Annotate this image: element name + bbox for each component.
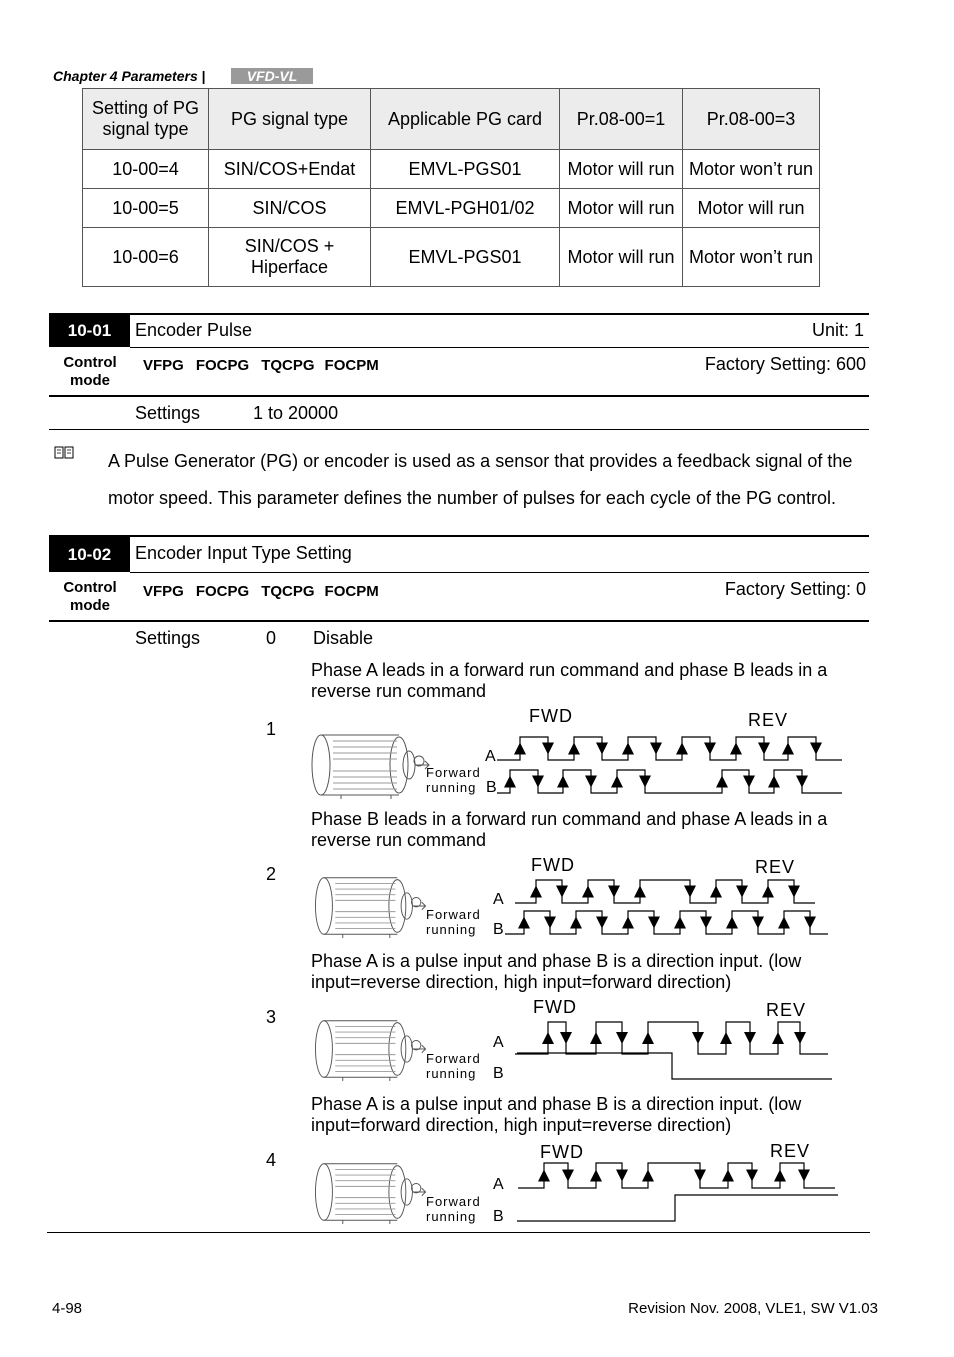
motor-icon (311, 731, 431, 799)
option-number: 4 (266, 1150, 277, 1170)
phase-b-label: B (493, 1208, 504, 1225)
table-cell: Motor won’t run (683, 228, 820, 287)
control-mode-list: VFPG FOCPG TQCPG FOCPM (143, 357, 379, 374)
phase-a-label: A (493, 1176, 504, 1193)
table-header: Pr.08-00=1 (560, 89, 683, 150)
table-cell: EMVL-PGS01 (371, 150, 560, 189)
option-number: 2 (266, 864, 277, 884)
rev-label: REV (755, 857, 796, 877)
page-number: 4-98 (52, 1300, 83, 1317)
phase-b-label: B (493, 921, 504, 938)
divider (49, 620, 869, 622)
table-cell: Motor will run (683, 189, 820, 228)
fwd-label: FWD (529, 706, 573, 726)
option-number: 1 (266, 719, 277, 739)
table-header: Applicable PG card (371, 89, 560, 150)
option-number: 3 (266, 1007, 277, 1027)
rev-label: REV (770, 1141, 811, 1161)
phase-a-label: A (493, 891, 504, 908)
table-cell: Motor will run (560, 150, 683, 189)
phase-a-label: A (485, 748, 496, 765)
option-number: 0 (266, 628, 277, 648)
fwd-label: FWD (531, 855, 575, 875)
option-text: Disable (313, 628, 374, 648)
divider (49, 535, 869, 537)
table-cell: EMVL-PGH01/02 (371, 189, 560, 228)
forward-running-label: Forward running (426, 1051, 481, 1081)
factory-setting: Factory Setting: 600 (704, 354, 866, 374)
param-code-10-01: 10-01 (49, 315, 130, 347)
table-cell: 10-00=4 (83, 150, 209, 189)
pg-card-table (82, 88, 820, 287)
settings-label: Settings (135, 628, 201, 648)
factory-setting: Factory Setting: 0 (724, 579, 866, 599)
table-row (83, 228, 820, 287)
table-header: Pr.08-00=3 (683, 89, 820, 150)
table-header: Setting of PG signal type (83, 89, 209, 150)
book-icon (54, 445, 74, 461)
divider (130, 347, 869, 348)
table-cell: SIN/COS + Hiperface (209, 228, 371, 287)
phase-a-label: A (493, 1034, 504, 1051)
table-row (83, 150, 820, 189)
table-cell: EMVL-PGS01 (371, 228, 560, 287)
param-name: Encoder Pulse (135, 320, 253, 340)
param-name: Encoder Input Type Setting (135, 543, 352, 563)
divider (49, 429, 869, 430)
table-cell: Motor will run (560, 228, 683, 287)
revision-text: Revision Nov. 2008, VLE1, SW V1.03 (628, 1300, 878, 1317)
table-cell: SIN/COS+Endat (209, 150, 371, 189)
divider (47, 1232, 870, 1233)
option-text: Phase A is a pulse input and phase B is a direction input. (low input=reverse direction, high input=forward direction) (311, 951, 802, 992)
control-mode-label: Control mode (63, 579, 117, 614)
motor-icon (311, 1160, 431, 1224)
rev-label: REV (748, 710, 789, 730)
phase-b-label: B (493, 1065, 504, 1082)
param-code-10-02: 10-02 (49, 537, 130, 572)
table-cell: 10-00=6 (83, 228, 209, 287)
divider (49, 395, 869, 397)
table-cell: 10-00=5 (83, 189, 209, 228)
forward-running-label: Forward running (426, 1194, 481, 1224)
control-mode-list: VFPG FOCPG TQCPG FOCPM (143, 583, 379, 600)
divider (130, 572, 869, 573)
control-mode-label: Control mode (63, 354, 117, 389)
option-text: Phase A leads in a forward run command and phase B leads in a reverse run command (311, 660, 828, 701)
forward-running-label: Forward running (426, 765, 481, 795)
fwd-label: FWD (540, 1142, 584, 1162)
motor-icon (311, 1017, 431, 1081)
table-row (83, 189, 820, 228)
table-cell: Motor will run (560, 189, 683, 228)
divider (49, 313, 869, 315)
table-header: PG signal type (209, 89, 371, 150)
settings-value: 1 to 20000 (253, 403, 339, 423)
option-text: Phase B leads in a forward run command and phase A leads in a reverse run command (311, 809, 828, 850)
fwd-label: FWD (533, 997, 577, 1017)
table-cell: Motor won’t run (683, 150, 820, 189)
phase-b-label: B (486, 779, 497, 796)
vfd-vl-logo (231, 68, 313, 84)
option-text: Phase A is a pulse input and phase B is a direction input. (low input=forward direction, high input=reverse direction) (311, 1094, 802, 1135)
svg-text:VFD-VL: VFD-VL (246, 68, 298, 84)
forward-running-label: Forward running (426, 907, 481, 937)
rev-label: REV (766, 1000, 807, 1020)
note-text: A Pulse Generator (PG) or encoder is used as a sensor that provides a feedback signal of the motor speed. This parameter defines the number of pulses for each cycle of the PG control. (108, 451, 853, 508)
motor-icon (311, 874, 431, 938)
settings-label: Settings (135, 403, 201, 423)
table-cell: SIN/COS (209, 189, 371, 228)
chapter-header: Chapter 4 Parameters | (53, 68, 206, 84)
param-unit: Unit: 1 (812, 320, 865, 340)
